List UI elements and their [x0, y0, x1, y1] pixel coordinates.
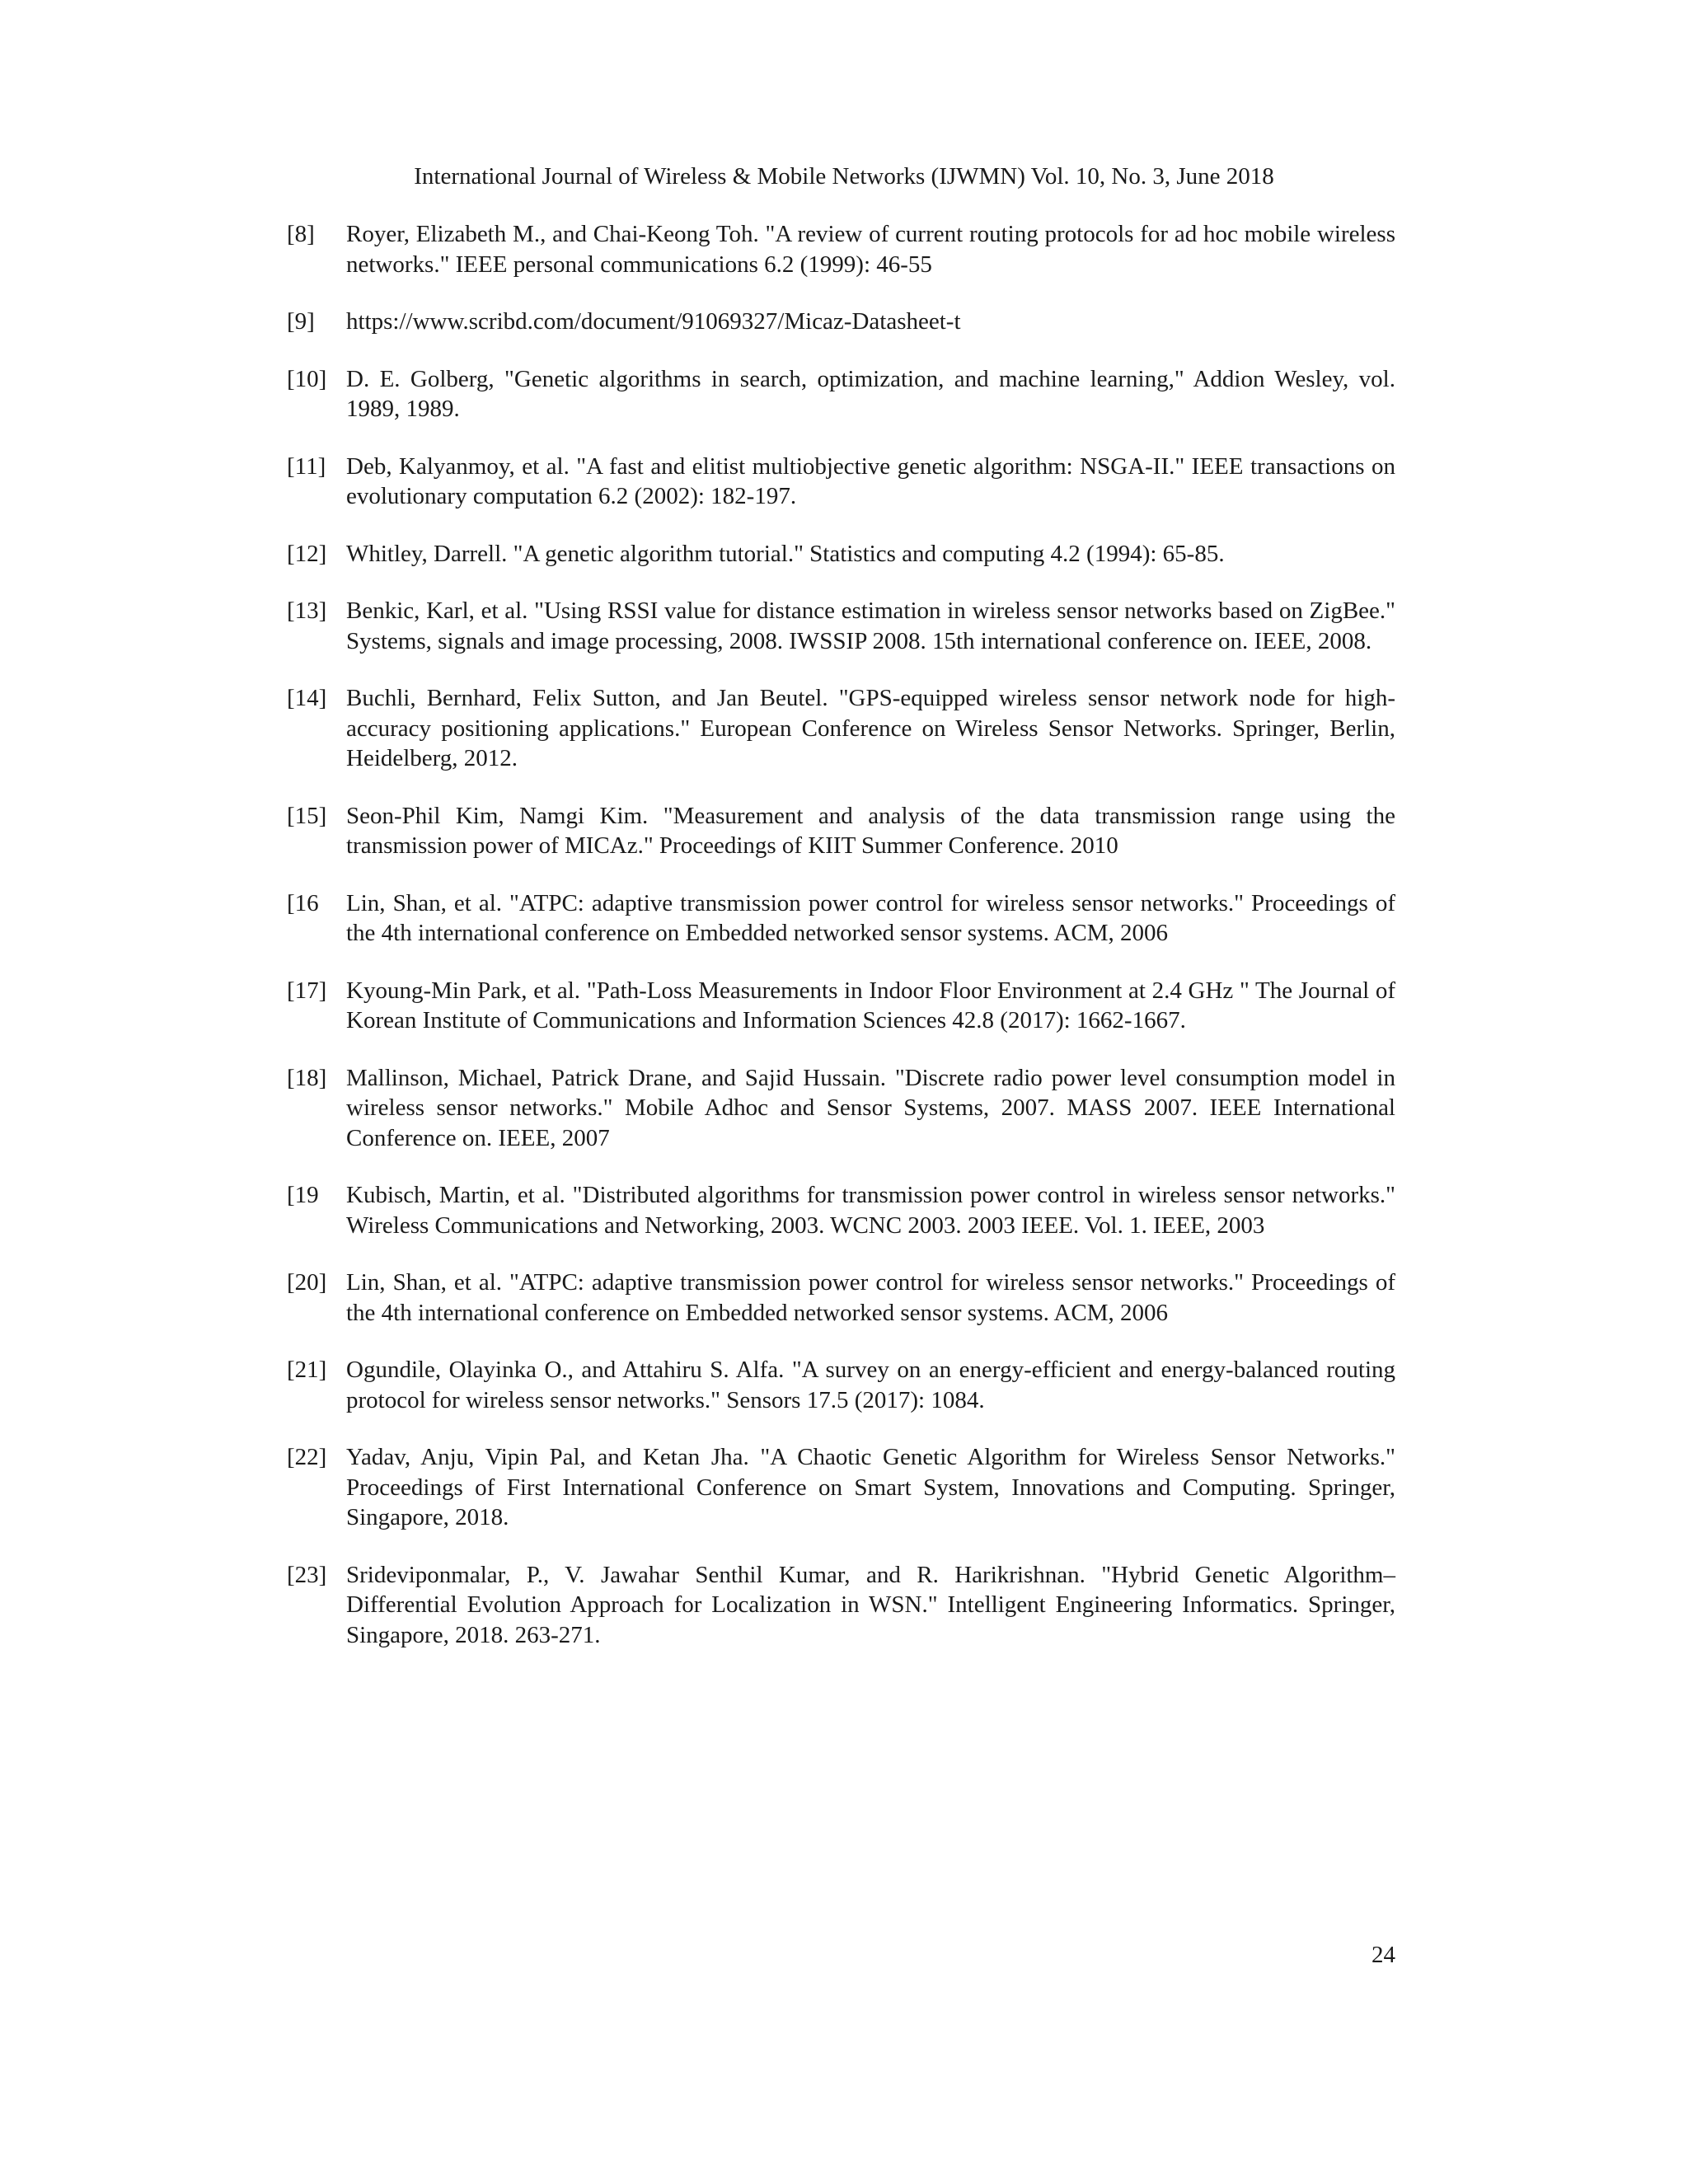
reference-text: Ogundile, Olayinka O., and Attahiru S. Alfa. "A survey on an energy-efficient and energy-balanced routing protocol for wireless sensor networks." Sensors 17.5 (2017): 1084. [346, 1357, 1395, 1413]
reference-number: [17] [287, 977, 327, 1004]
reference-item [287, 219, 1395, 279]
reference-number: [19 [287, 1182, 319, 1208]
reference-text: Kubisch, Martin, et al. "Distributed algorithms for transmission power control in wireless sensor networks." Wireless Communications and Networking, 2003. WCNC 2003. 2003 IEEE. Vol. 1. IEEE, 2003 [346, 1182, 1395, 1239]
reference-item [287, 976, 1395, 1036]
reference-item [287, 596, 1395, 656]
reference-number: [22] [287, 1444, 327, 1470]
reference-text: Lin, Shan, et al. "ATPC: adaptive transmission power control for wireless sensor networks." Proceedings of the 4th international conference on Embedded networked sensor systems. ACM, 2006 [346, 889, 1395, 946]
reference-text: Deb, Kalyanmoy, et al. "A fast and elitist multiobjective genetic algorithm: NSGA-II." IEEE transactions on evolutionary computation 6.2 (2002): 182-197. [346, 452, 1395, 509]
page-number: 24 [1372, 1942, 1395, 1968]
reference-text: Buchli, Bernhard, Felix Sutton, and Jan Beutel. "GPS-equipped wireless sensor network node for high-accuracy positioning applications." European Conference on Wireless Sensor Networks. Springer, Berlin, Heidelberg, 2012. [346, 685, 1395, 771]
reference-item [287, 307, 1395, 337]
reference-item [287, 1268, 1395, 1328]
reference-list [287, 219, 1395, 1677]
reference-text: https://www.scribd.com/document/91069327/Micaz-Datasheet-t [346, 308, 961, 335]
running-header: International Journal of Wireless & Mobile Networks (IJWMN) Vol. 10, No. 3, June 2018 [414, 163, 1274, 190]
reference-number: [8] [287, 221, 315, 247]
reference-number: [23] [287, 1561, 327, 1588]
reference-text: Yadav, Anju, Vipin Pal, and Ketan Jha. "A Chaotic Genetic Algorithm for Wireless Sensor Networks." Proceedings of First International Conference on Smart System, Innovations and Computing. Springer, Singapore, 2018. [346, 1444, 1395, 1530]
reference-item [287, 1355, 1395, 1415]
reference-text: Mallinson, Michael, Patrick Drane, and Sajid Hussain. "Discrete radio power level consumption model in wireless sensor networks." Mobile Adhoc and Sensor Systems, 2007. MASS 2007. IEEE International Conference on. IEEE, 2007 [346, 1064, 1395, 1151]
reference-number: [18] [287, 1064, 327, 1091]
reference-item [287, 683, 1395, 774]
reference-item [287, 1560, 1395, 1651]
reference-item [287, 801, 1395, 861]
reference-item [287, 452, 1395, 512]
reference-text: D. E. Golberg, "Genetic algorithms in search, optimization, and machine learning," Addion Wesley, vol. 1989, 1989. [346, 365, 1395, 422]
reference-number: [13] [287, 598, 327, 624]
reference-number: [9] [287, 308, 315, 335]
reference-item [287, 364, 1395, 424]
reference-item [287, 888, 1395, 949]
reference-number: [12] [287, 540, 327, 567]
reference-text: Benkic, Karl, et al. "Using RSSI value for distance estimation in wireless sensor networks based on ZigBee." Systems, signals and image processing, 2008. IWSSIP 2008. 15th international conference on. IEEE, 2008. [346, 598, 1395, 654]
reference-text: Lin, Shan, et al. "ATPC: adaptive transmission power control for wireless sensor networks." Proceedings of the 4th international conference on Embedded networked sensor systems. ACM, 2006 [346, 1269, 1395, 1326]
reference-item [287, 1442, 1395, 1533]
reference-text: Srideviponmalar, P., V. Jawahar Senthil Kumar, and R. Harikrishnan. "Hybrid Genetic Algorithm–Differential Evolution Approach for Localization in WSN." Intelligent Engineering Informatics. Springer, Singapore, 2018. 263-271. [346, 1561, 1395, 1648]
reference-number: [11] [287, 452, 326, 480]
reference-number: [10] [287, 365, 327, 392]
reference-number: [20] [287, 1269, 327, 1296]
reference-item [287, 539, 1395, 569]
reference-text: Seon-Phil Kim, Namgi Kim. "Measurement and analysis of the data transmission range using the transmission power of MICAz." Proceedings of KIIT Summer Conference. 2010 [346, 802, 1395, 859]
reference-number: [16 [287, 889, 319, 916]
reference-item [287, 1180, 1395, 1240]
reference-number: [15] [287, 802, 327, 829]
reference-number: [21] [287, 1357, 327, 1383]
reference-text: Kyoung-Min Park, et al. "Path-Loss Measurements in Indoor Floor Environment at 2.4 GHz " The Journal of Korean Institute of Communications and Information Sciences 42.8 (2017): 1662-1667. [346, 977, 1395, 1033]
reference-number: [14] [287, 685, 327, 711]
reference-text: Whitley, Darrell. "A genetic algorithm tutorial." Statistics and computing 4.2 (1994): 65-85. [346, 540, 1225, 567]
reference-text: Royer, Elizabeth M., and Chai-Keong Toh. "A review of current routing protocols for ad hoc mobile wireless networks." IEEE personal communications 6.2 (1999): 46-55 [346, 221, 1395, 278]
reference-item [287, 1063, 1395, 1154]
